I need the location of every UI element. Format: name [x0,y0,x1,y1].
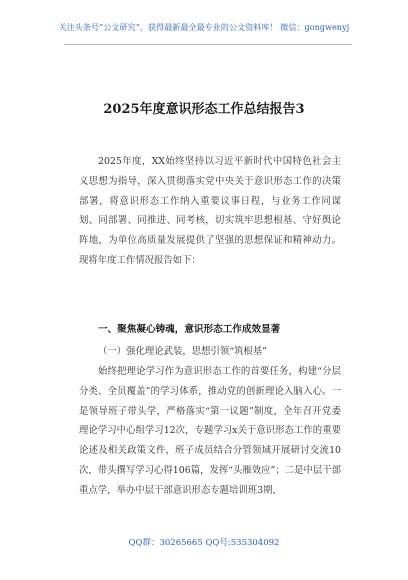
intro-paragraph: 2025年度，XX始终坚持以习近平新时代中国特色社会主义思想为指导，深入贯彻落实党中央关于意识形态工作的决策部署，将意识形态工作纳入重要议事日程，与业务工作同谋划、同部署、同推进、同考核，切实筑牢思想根基、守好舆论阵地，为单位高质量发展提供了坚强的思想保证和精神动力。现将年度工作情况报告如下： [79,156,341,266]
subsection-paragraph: 始终把理论学习作为意识形态工作的首要任务，构建“分层分类、全员覆盖”的学习体系，推动党的创新理论入脑入心。一是领导班子带头学，严格落实“第一议题”制度，全年召开党委理论学习中心组学习12次，专题学习x关于意识形态工作的重要论述及相关政策文件，班子成员结合分管领域开展研讨交流10次，带头撰写学习心得106篇，发挥“头雁效应”；二是中层干部重点学，举办中层干部意识形态专题培训班3期， [79,366,341,496]
subsection-heading: （一）强化理论武装，思想引领“筑根基” [98,346,267,357]
section-heading: 一、聚焦凝心铸魂，意识形态工作成效显著 [98,324,281,335]
header-divider [64,44,352,45]
page-header-note: 关注头条号“公文研究”，获得最新最全最专业的公文资料库！ 微信：gongwenyj [58,23,350,32]
document-title: 2025年度意识形态工作总结报告3 [103,102,305,117]
footer-contact: QQ群：30265665 QQ号:535304092 [128,538,280,548]
